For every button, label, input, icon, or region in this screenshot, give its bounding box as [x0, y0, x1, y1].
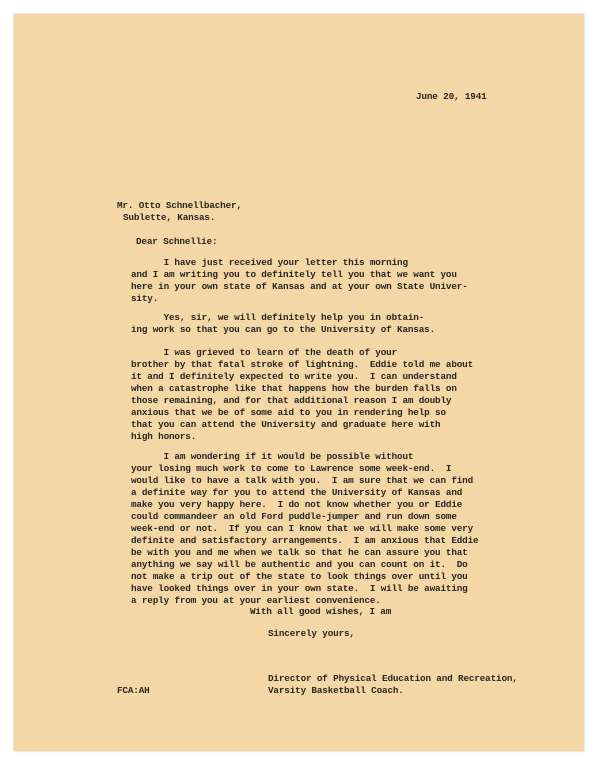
- paragraph-line: brother by that fatal stroke of lightning. Eddie told me about: [131, 359, 474, 370]
- closing-wishes: With all good wishes, I am: [250, 606, 392, 617]
- letter-page: [14, 14, 584, 751]
- paragraph-line: a reply from you at your earliest convenience.: [131, 595, 381, 606]
- paragraph-line: have looked things over in your own state. I will be awaiting: [131, 583, 468, 594]
- signature-title-line-2: Varsity Basketball Coach.: [268, 685, 404, 696]
- signature-title-line-1: Director of Physical Education and Recreation,: [268, 673, 518, 684]
- paragraph-4: [131, 451, 478, 607]
- paragraph-line: Yes, sir, we will definitely help you in obtain-: [131, 312, 425, 323]
- salutation: Dear Schnellie:: [136, 236, 218, 247]
- paragraph-line: here in your own state of Kansas and at your own State Univer-: [131, 281, 468, 292]
- paragraph-line: your losing much work to come to Lawrence some week-end. I: [131, 463, 452, 474]
- paragraph-line: I have just received your letter this morning: [131, 257, 408, 268]
- paragraph-line: those remaining, and for that additional reason I am doubly: [131, 395, 452, 406]
- recipient-address: Sublette, Kansas.: [123, 212, 216, 223]
- complimentary-close: Sincerely yours,: [268, 628, 355, 639]
- paragraph-line: and I am writing you to definitely tell you that we want you: [131, 269, 457, 280]
- paragraph-1: [131, 257, 468, 305]
- paragraph-line: would like to have a talk with you. I am sure that we can find: [131, 475, 474, 486]
- paragraph-line: could commandeer an old Ford puddle-jumper and run down some: [131, 511, 457, 522]
- paragraph-line: anxious that we be of some aid to you in rendering help so: [131, 407, 446, 418]
- paragraph-line: a definite way for you to attend the University of Kansas and: [131, 487, 463, 498]
- paragraph-line: high honors.: [131, 431, 197, 442]
- paragraph-line: that you can attend the University and graduate here with: [131, 419, 441, 430]
- paragraph-line: I am wondering if it would be possible without: [131, 451, 414, 462]
- paragraph-line: when a catastrophe like that happens how the burden falls on: [131, 383, 457, 394]
- paragraph-line: it and I definitely expected to write you. I can understand: [131, 371, 457, 382]
- recipient-name: Mr. Otto Schnellbacher,: [117, 200, 242, 211]
- paragraph-line: sity.: [131, 293, 159, 304]
- paragraph-line: be with you and me when we talk so that he can assure you that: [131, 547, 468, 558]
- paragraph-line: anything we say will be authentic and you can count on it. Do: [131, 559, 468, 570]
- paragraph-3: [131, 347, 473, 443]
- reference-initials: FCA:AH: [117, 685, 150, 696]
- paragraph-line: definite and satisfactory arrangements. I am anxious that Eddie: [131, 535, 479, 546]
- paragraph-line: I was grieved to learn of the death of your: [131, 347, 398, 358]
- paragraph-line: ing work so that you can go to the University of Kansas.: [131, 324, 436, 335]
- paragraph-line: make you very happy here. I do not know whether you or Eddie: [131, 499, 463, 510]
- letter-date: June 20, 1941: [416, 91, 487, 102]
- paragraph-line: week-end or not. If you can I know that we will make some very: [131, 523, 474, 534]
- paragraph-line: not make a trip out of the state to look things over until you: [131, 571, 468, 582]
- paragraph-2: [131, 312, 435, 336]
